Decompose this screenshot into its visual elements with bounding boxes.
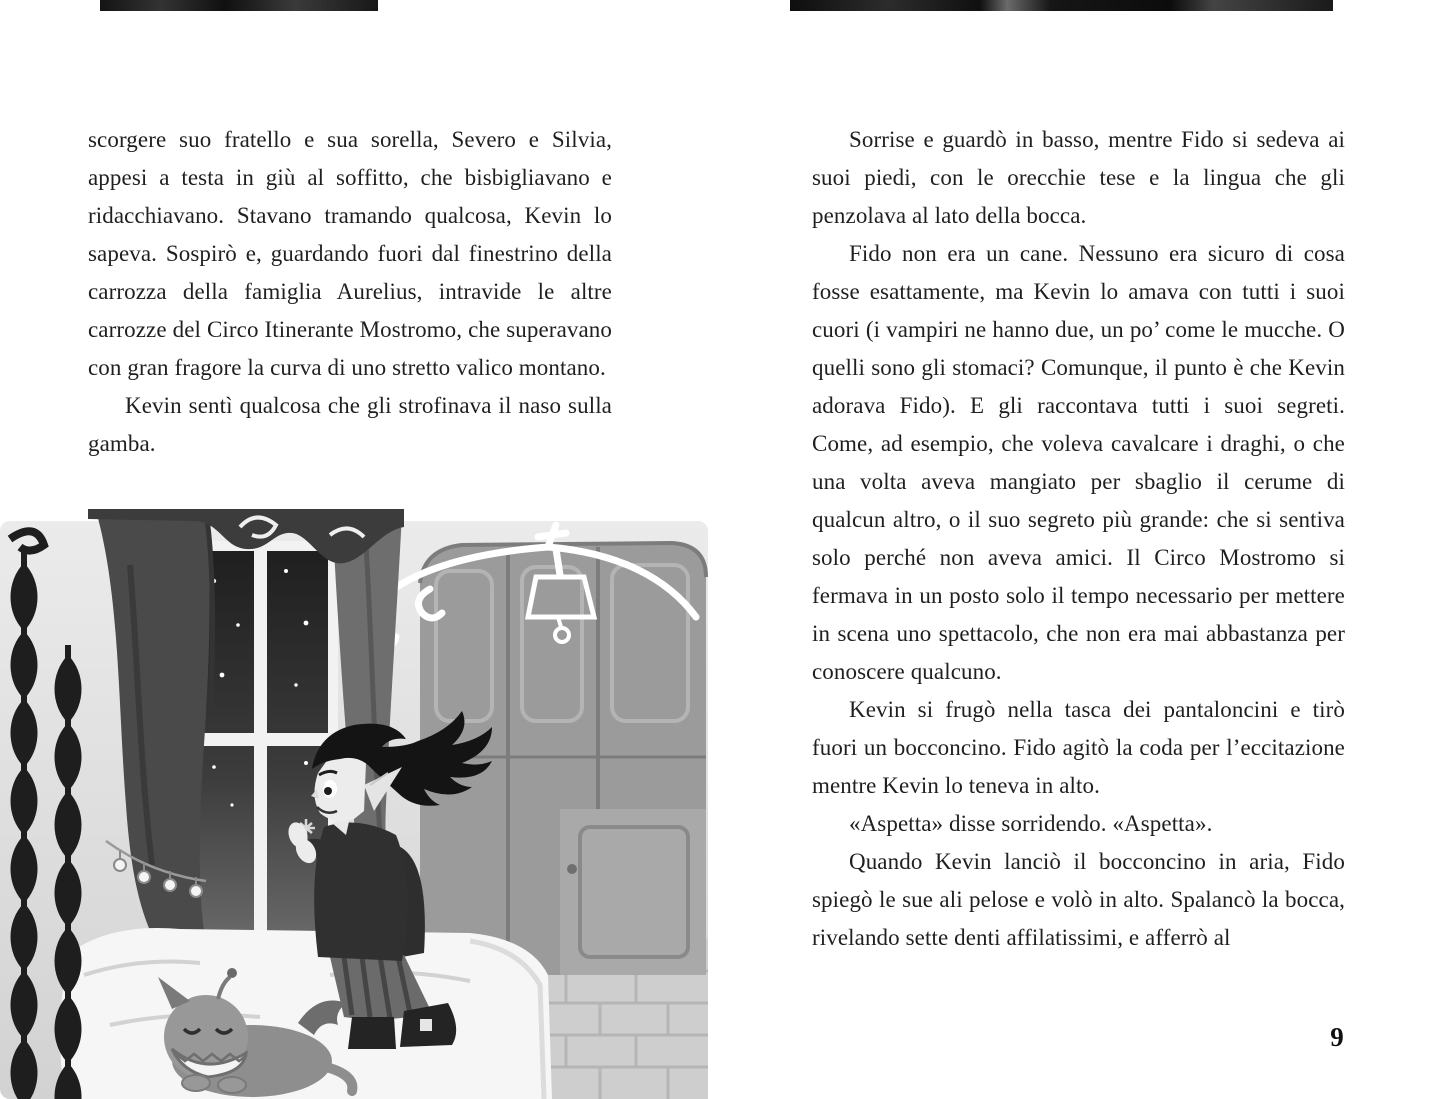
paragraph-left-1: scorgere suo fratello e sua sorella, Severo e Silvia, appesi a testa in giù al soffitto, che bisbigliavano e ridacchiavano. Stavano tramando qualcosa, Kevin lo sapeva. Sospirò e, guardando fuori dal finestrino della carrozza della famiglia Aurelius, intravide le altre carrozze del Circo Itinerante Mostromo, che superavano con gran fragore la curva di uno stretto valico montano. <box>88 127 612 380</box>
page-left-text <box>88 121 612 463</box>
page-right-text <box>812 121 1345 957</box>
boot <box>348 1017 396 1049</box>
scan-edge-artifact-left <box>100 0 378 11</box>
paragraph-right-3: Kevin si frugò nella tasca dei pantaloncini e tirò fuori un bocconcino. Fido agitò la coda per l’eccitazione mentre Kevin lo teneva in alto. <box>812 697 1345 798</box>
paragraph-right-5: Quando Kevin lanciò il bocconcino in aria, Fido spiegò le sue ali pelose e volò in alto. Spalancò la bocca, rivelando sette denti affilatissimi, e afferrò al <box>812 849 1345 950</box>
paw <box>182 1075 210 1091</box>
paragraph-right-2: Fido non era un cane. Nessuno era sicuro di cosa fosse esattamente, ma Kevin lo amava con tutti i suoi cuori (i vampiri ne hanno due, un po’ come le mucche. O quelli sono gli stomaci? Comunque, il punto è che Kevin adorava Fido). E gli raccontava tutti i suoi segreti. Come, ad esempio, che voleva cavalcare i draghi, o che una volta aveva mangiato per sbaglio il cerume di qualcun altro, o il suo segreto più grande: che si sentiva solo perché non aveva amici. Il Circo Mostromo si fermava in un posto solo il tempo necessario per mettere in scena uno spettacolo, che non era mai abbastanza per conoscere qualcuno. <box>812 241 1345 684</box>
paw <box>218 1077 246 1093</box>
page-number: 9 <box>1330 1022 1344 1052</box>
scan-edge-artifact-right <box>790 0 1333 11</box>
paragraph-right-4: «Aspetta» disse sorridendo. «Aspetta». <box>849 811 1213 836</box>
illustration-kevin-and-fido <box>0 505 712 1099</box>
paragraph-right-1: Sorrise e guardò in basso, mentre Fido si sedeva ai suoi piedi, con le orecchie tese e la lingua che gli penzolava al lato della bocca. <box>812 127 1345 228</box>
boot-buckle <box>420 1019 432 1031</box>
paragraph-left-2: Kevin sentì qualcosa che gli strofinava il naso sulla gamba. <box>88 393 612 456</box>
